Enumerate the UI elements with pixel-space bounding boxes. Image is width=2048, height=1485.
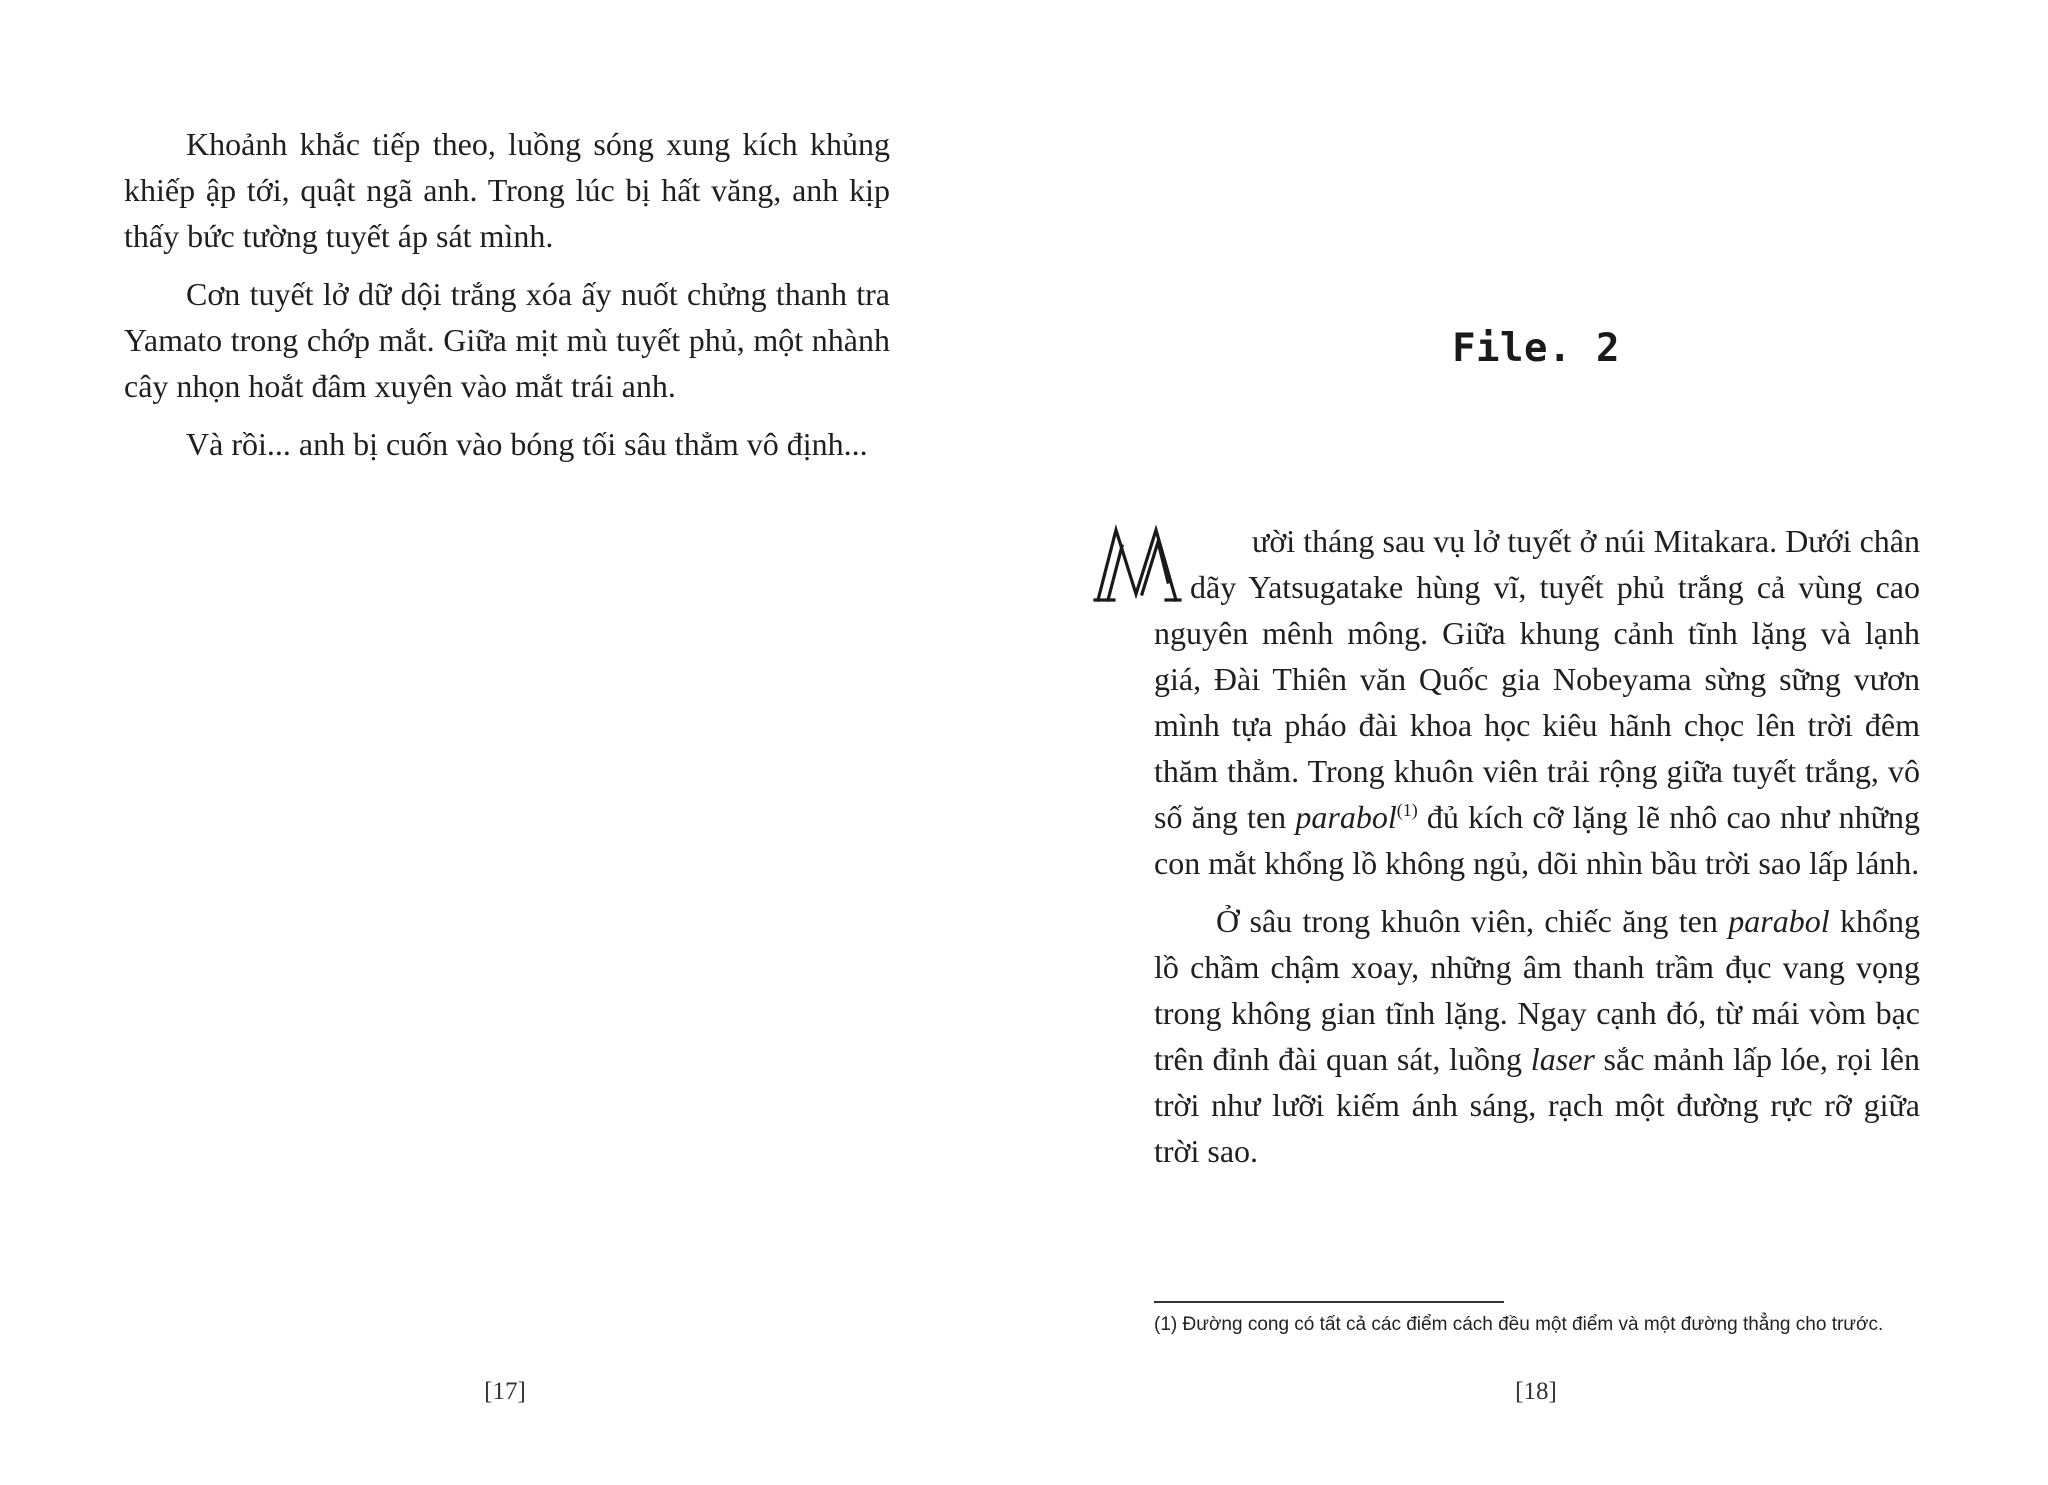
right-paragraph-2: [1154, 898, 1920, 1174]
footnote-divider: [1154, 1301, 1504, 1303]
left-page-number: [17]: [484, 1378, 526, 1405]
right-page: [1024, 0, 2048, 1485]
paragraph-2-part-1: Ở sâu trong khuôn viên, chiếc ăng ten: [1216, 903, 1729, 939]
footnote: (1) Đường cong có tất cả các điểm cách đều một điểm và một đường thẳng cho trước.: [1154, 1314, 1884, 1335]
footnote-reference[interactable]: (1): [1396, 800, 1418, 820]
right-paragraph-1: [1154, 518, 1920, 886]
paragraph-1-tail: đủ kích cỡ lặng lẽ nhô cao như những con mắt khổng lồ không ngủ, dõi nhìn bầu trời sao lấp lánh.: [1154, 799, 1921, 881]
drop-cap: [1092, 524, 1182, 606]
paragraph-1-italic: parabol: [1295, 799, 1397, 835]
left-paragraph-3: Và rồi... anh bị cuốn vào bóng tối sâu thẳm vô định...: [186, 426, 868, 462]
paragraph-2-part-2: khổng lồ chầm chậm xoay, những âm thanh trầm đục vang vọng trong không gian tĩnh lặng. Ngay cạnh đó, từ mái vòm bạc trên đỉnh đài quan sát, luồng: [1154, 903, 1921, 1077]
left-page-body: [124, 121, 890, 479]
paragraph-2-italic-1: parabol: [1728, 903, 1830, 939]
paragraph-2-part-3: sắc mảnh lấp lóe, rọi lên trời như lưỡi kiếm ánh sáng, rạch một đường rực rỡ giữa trời sao.: [1154, 1041, 1921, 1169]
paragraph-1-lead: ười tháng sau vụ lở tuyết ở núi Mitakara. Dưới chân dãy Yatsugatake hùng vĩ, tuyết phủ trắng cả vùng cao nguyên mênh mông. Giữa khung cảnh tĩnh lặng và lạnh giá, Đài Thiên văn Quốc gia Nobeyama sừng sững vươn mình tựa pháo đài khoa học kiêu hãnh chọc lên trời đêm thăm thẳm. Trong khuôn viên trải rộng giữa tuyết trắng, vô số ăng ten: [1154, 523, 1920, 835]
chapter-title: File. 2: [1452, 326, 1620, 371]
paragraph-2-italic-2: laser: [1530, 1041, 1595, 1077]
right-page-body: [1154, 518, 1920, 1186]
left-paragraph-2: Cơn tuyết lở dữ dội trắng xóa ấy nuốt chửng thanh tra Yamato trong chớp mắt. Giữa mịt mù tuyết phủ, một nhành cây nhọn hoắt đâm xuyên vào mắt trái anh.: [124, 276, 890, 404]
right-page-number: [18]: [1515, 1378, 1557, 1405]
drop-cap-m-glyph: [1092, 524, 1182, 606]
left-paragraph-1: Khoảnh khắc tiếp theo, luồng sóng xung kích khủng khiếp ập tới, quật ngã anh. Trong lúc bị hất văng, anh kịp thấy bức tường tuyết áp sát mình.: [124, 126, 890, 254]
